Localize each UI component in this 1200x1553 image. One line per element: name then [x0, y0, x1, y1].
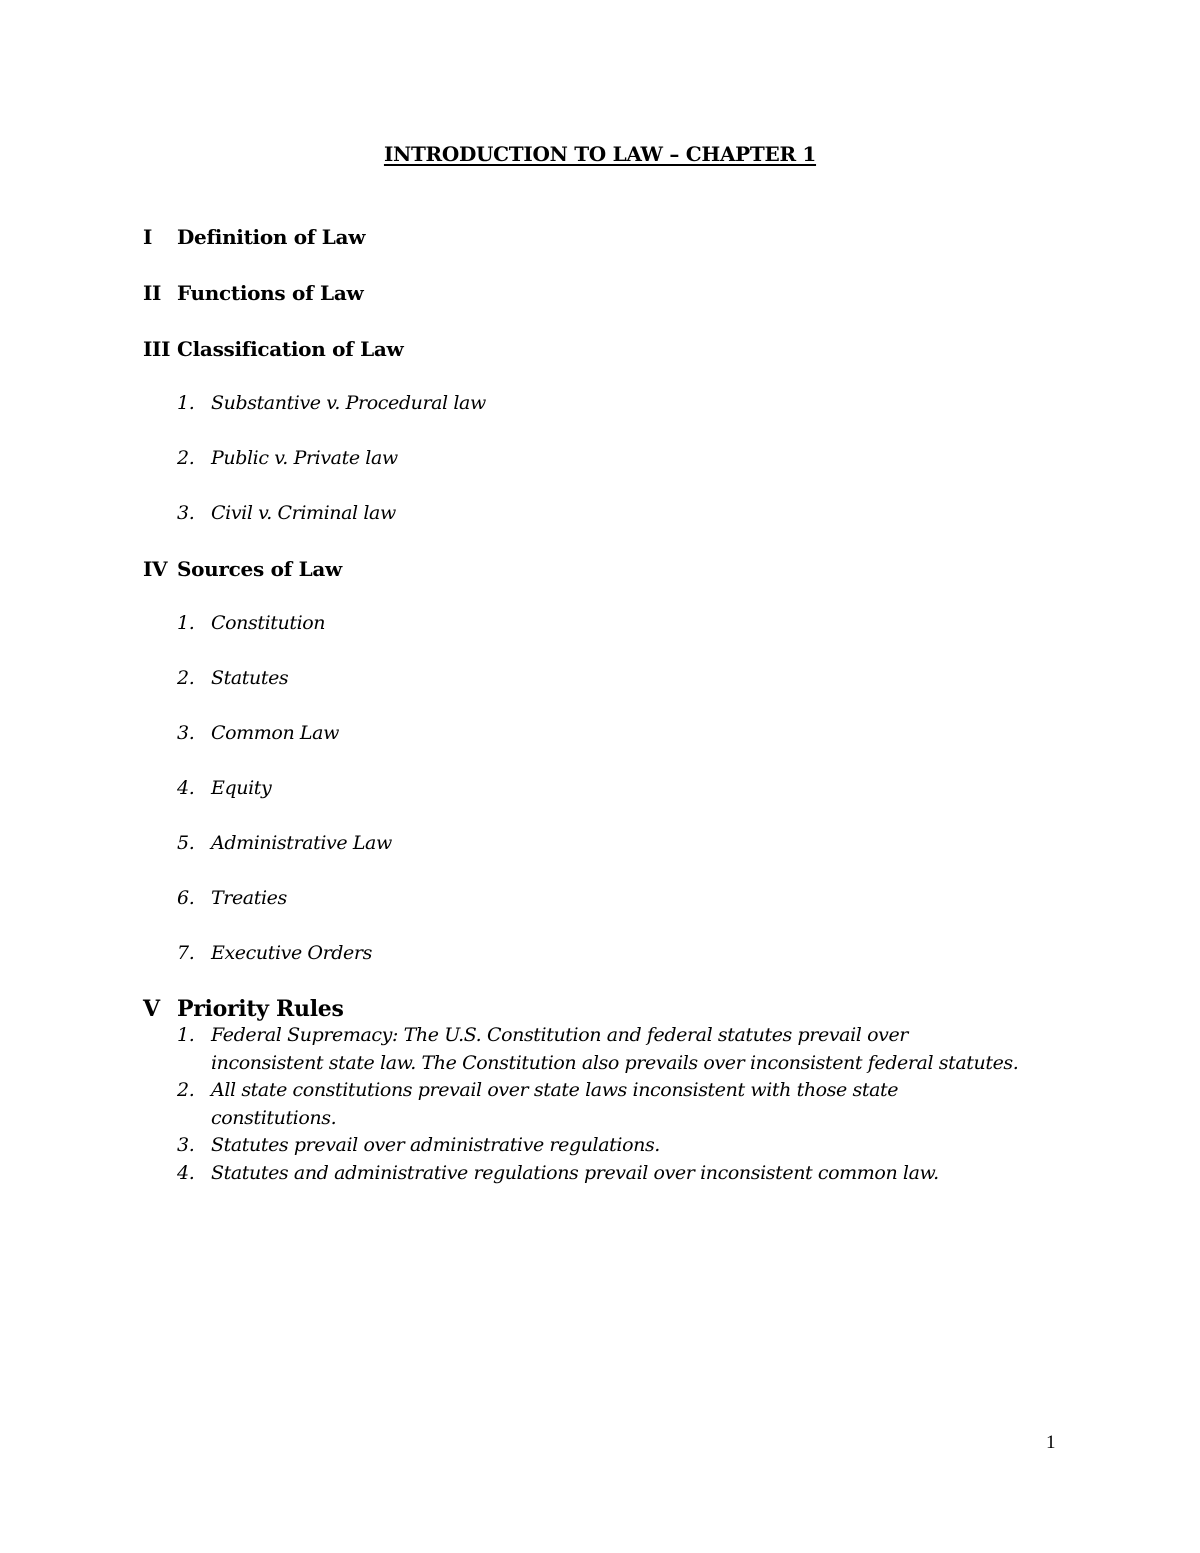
list-item — [177, 612, 325, 634]
section-numeral: II — [143, 281, 162, 305]
section-heading-5 — [143, 996, 344, 1022]
section-heading-4 — [143, 557, 342, 581]
item-number: 2. — [177, 1079, 195, 1101]
list-item — [177, 777, 271, 799]
section-title: Priority Rules — [177, 996, 344, 1022]
item-text: Common Law — [211, 722, 339, 744]
item-text-continuation: constitutions. — [211, 1107, 337, 1129]
item-text: Administrative Law — [211, 832, 392, 854]
section-numeral: I — [143, 225, 153, 249]
list-item — [177, 942, 372, 964]
list-item — [177, 502, 396, 524]
section-heading-1 — [143, 225, 365, 249]
section-title: Sources of Law — [177, 557, 342, 581]
section-numeral: IV — [143, 557, 168, 581]
section-title: Functions of Law — [177, 281, 364, 305]
list-item — [177, 722, 339, 744]
item-text: Federal Supremacy: The U.S. Constitution and federal statutes prevail over — [211, 1024, 908, 1046]
item-text: Treaties — [211, 887, 287, 909]
item-number: 4. — [177, 1162, 195, 1184]
item-number: 1. — [177, 1024, 195, 1046]
item-text: Substantive v. Procedural law — [211, 392, 486, 414]
item-number: 5. — [177, 832, 195, 854]
section-numeral: III — [143, 337, 171, 361]
item-number: 2. — [177, 447, 195, 469]
document-title: INTRODUCTION TO LAW – CHAPTER 1 — [383, 142, 817, 166]
list-item — [177, 392, 486, 414]
list-item — [177, 1134, 660, 1156]
section-heading-3 — [143, 337, 403, 361]
list-item — [177, 887, 287, 909]
item-text: Executive Orders — [211, 942, 372, 964]
list-item — [177, 1079, 898, 1101]
list-item — [177, 832, 392, 854]
item-text: Statutes prevail over administrative regulations. — [211, 1134, 660, 1156]
section-title: Classification of Law — [177, 337, 404, 361]
item-text: Civil v. Criminal law — [211, 502, 396, 524]
item-text: Public v. Private law — [211, 447, 398, 469]
item-text-continuation: inconsistent state law. The Constitution also prevails over inconsistent federal statutes. — [211, 1052, 1019, 1074]
item-number: 3. — [177, 1134, 195, 1156]
section-heading-2 — [143, 281, 363, 305]
list-item — [177, 1162, 939, 1184]
page-number: 1 — [1046, 1432, 1056, 1453]
item-number: 6. — [177, 887, 195, 909]
item-number: 1. — [177, 392, 195, 414]
item-text: All state constitutions prevail over state laws inconsistent with those state — [211, 1079, 899, 1101]
item-text: Statutes — [211, 667, 289, 689]
item-text: Constitution — [211, 612, 326, 634]
item-number: 3. — [177, 722, 195, 744]
item-number: 2. — [177, 667, 195, 689]
list-item — [177, 1024, 908, 1046]
item-number: 4. — [177, 777, 195, 799]
list-item — [177, 667, 288, 689]
item-text: Statutes and administrative regulations prevail over inconsistent common law. — [211, 1162, 939, 1184]
item-number: 1. — [177, 612, 195, 634]
list-item — [177, 447, 398, 469]
section-title: Definition of Law — [177, 225, 366, 249]
item-number: 7. — [177, 942, 195, 964]
item-text: Equity — [211, 777, 272, 799]
section-numeral: V — [143, 996, 160, 1022]
item-number: 3. — [177, 502, 195, 524]
